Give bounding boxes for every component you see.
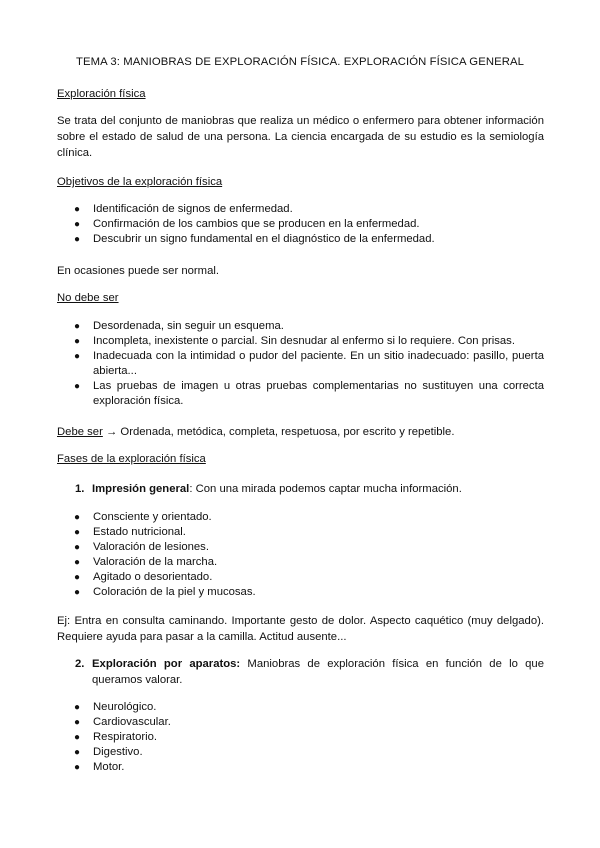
list-item: ● Valoración de lesiones. bbox=[74, 541, 209, 553]
bullet-icon: ● bbox=[74, 381, 81, 392]
list-item: ● Las pruebas de imagen u otras pruebas complementarias no sustituyen una correcta exploración física. bbox=[74, 380, 544, 407]
bullet-icon: ● bbox=[74, 702, 81, 713]
heading-fases: Fases de la exploración física bbox=[57, 453, 206, 465]
heading-debe-ser: Debe ser bbox=[57, 426, 103, 438]
bullet-icon: ● bbox=[74, 542, 81, 553]
phase-number: 2. bbox=[75, 658, 85, 670]
bullet-icon: ● bbox=[74, 762, 81, 773]
bullet-icon: ● bbox=[74, 204, 81, 215]
bullet-icon: ● bbox=[74, 336, 81, 347]
list-exploracion-aparatos bbox=[57, 700, 544, 775]
phase-number: 1. bbox=[75, 483, 85, 495]
heading-objetivos: Objetivos de la exploración física bbox=[57, 176, 223, 188]
bullet-icon: ● bbox=[74, 557, 81, 568]
list-item: ● Identificación de signos de enfermedad. bbox=[74, 203, 293, 215]
bullet-icon: ● bbox=[74, 321, 81, 332]
bullet-icon: ● bbox=[74, 732, 81, 743]
list-item: ● Respiratorio. bbox=[74, 731, 158, 743]
list-impresion-general bbox=[57, 510, 544, 600]
paragraph-definition: Se trata del conjunto de maniobras que realiza un médico o enfermero para obtener información sobre el estado de salud de una persona. La ciencia encargada de su estudio es la semiología clínica. bbox=[57, 115, 544, 159]
bullet-icon: ● bbox=[74, 351, 81, 362]
list-item: ● Neurológico. bbox=[74, 701, 157, 713]
list-item: ● Desordenada, sin seguir un esquema. bbox=[74, 320, 284, 332]
list-objetivos bbox=[57, 202, 544, 247]
bullet-icon: ● bbox=[74, 527, 81, 538]
list-item: ● Confirmación de los cambios que se producen en la enfermedad. bbox=[74, 218, 420, 230]
document-title: TEMA 3: MANIOBRAS DE EXPLORACIÓN FÍSICA. EXPLORACIÓN FÍSICA GENERAL bbox=[75, 56, 524, 68]
list-item: ● Motor. bbox=[74, 761, 125, 773]
list-item: ● Inadecuada con la intimidad o pudor del paciente. En un sitio inadecuado: pasillo, puerta abierta... bbox=[74, 350, 544, 377]
paragraph-example: Ej: Entra en consulta caminando. Importante gesto de dolor. Aspecto caquético (muy delgado). Requiere ayuda para pasar a la camilla. Actitud ausente... bbox=[57, 615, 544, 643]
list-item: ● Digestivo. bbox=[74, 746, 143, 758]
bullet-icon: ● bbox=[74, 512, 81, 523]
phase-label: Exploración por aparatos: bbox=[92, 658, 241, 670]
paragraph-debe-ser: Debe ser → Ordenada, metódica, completa, respetuosa, por escrito y repetible. bbox=[57, 426, 455, 438]
list-item: ● Agitado o desorientado. bbox=[74, 571, 213, 583]
list-item: ● Cardiovascular. bbox=[74, 716, 171, 728]
list-item: ● Estado nutricional. bbox=[74, 526, 186, 538]
phase-label: Impresión general bbox=[92, 483, 190, 495]
heading-exploracion-fisica: Exploración física bbox=[57, 88, 146, 100]
bullet-icon: ● bbox=[74, 717, 81, 728]
phase-1: 1. Impresión general: Con una mirada podemos captar mucha información. bbox=[75, 483, 462, 495]
bullet-icon: ● bbox=[74, 219, 81, 230]
phase-2: 2. Exploración por aparatos: Maniobras de exploración física en función de lo que queramos valorar. bbox=[75, 658, 544, 686]
bullet-icon: ● bbox=[74, 572, 81, 583]
list-no-debe-ser bbox=[57, 319, 544, 409]
paragraph-note: En ocasiones puede ser normal. bbox=[57, 265, 220, 277]
list-item: ● Consciente y orientado. bbox=[74, 511, 212, 523]
bullet-icon: ● bbox=[74, 747, 81, 758]
list-item: ● Descubrir un signo fundamental en el diagnóstico de la enfermedad. bbox=[74, 233, 435, 245]
bullet-icon: ● bbox=[74, 587, 81, 598]
list-item: ● Valoración de la marcha. bbox=[74, 556, 218, 568]
list-item: ● Incompleta, inexistente o parcial. Sin desnudar al enfermo si lo requiere. Con prisas. bbox=[74, 335, 515, 347]
list-item: ● Coloración de la piel y mucosas. bbox=[74, 586, 256, 598]
heading-no-debe-ser: No debe ser bbox=[57, 292, 119, 304]
bullet-icon: ● bbox=[74, 234, 81, 245]
